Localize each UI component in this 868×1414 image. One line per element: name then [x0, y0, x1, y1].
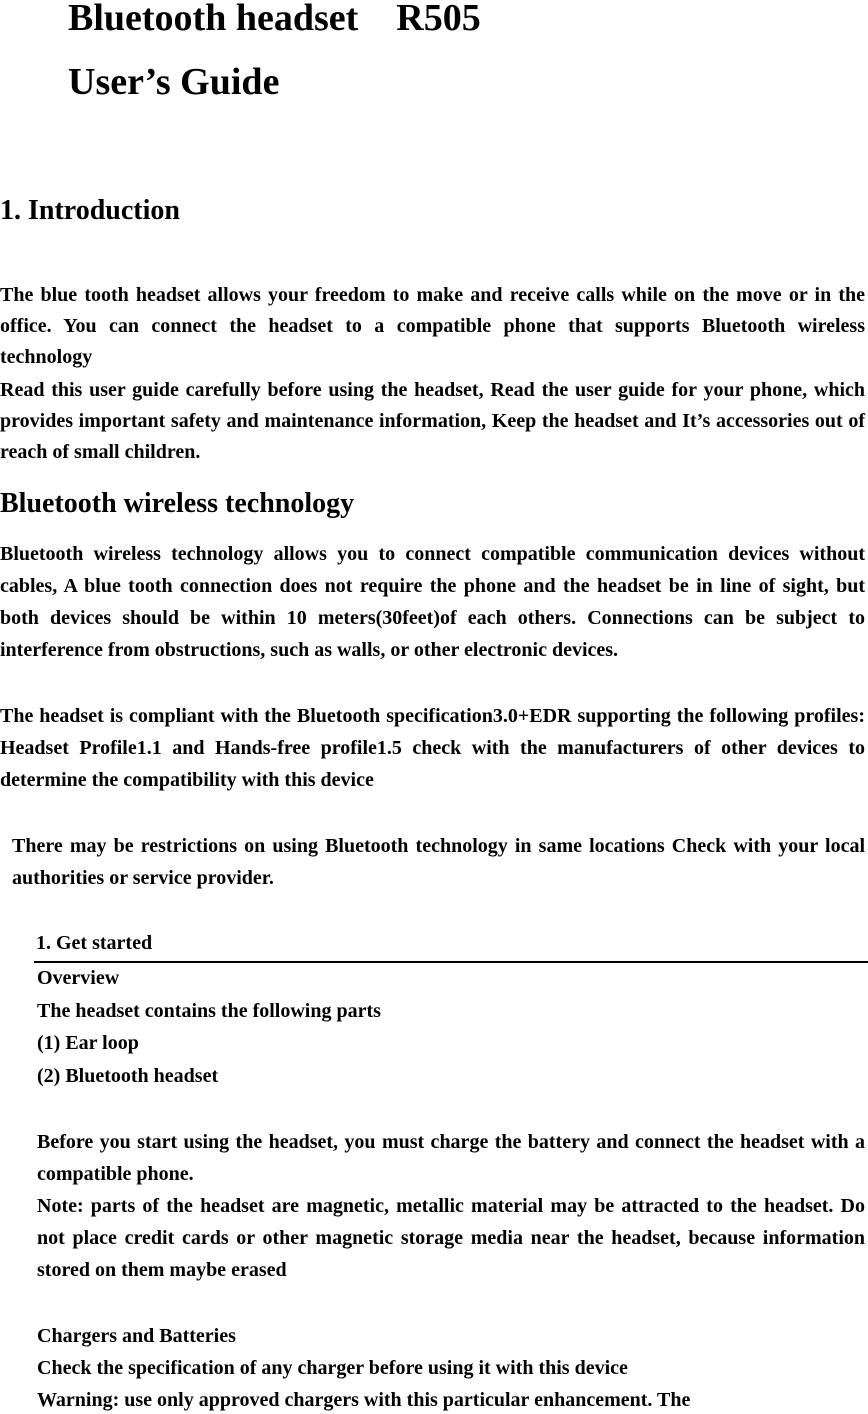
part-bluetooth-headset: (2) Bluetooth headset [37, 1065, 219, 1087]
section-divider [34, 961, 868, 963]
intro-heading: 1. Introduction [0, 195, 180, 226]
bluetooth-heading: Bluetooth wireless technology [0, 488, 355, 519]
bluetooth-paragraph-1: Bluetooth wireless technology allows you to connect compatible communication devices without cables, A blue tooth connection does not require the phone and the headset be in line of sight, but both devices should be within 10 meters(30feet)of each others. Connections can be subject to interference from obstructions, such as walls, or other electronic devices. [0, 543, 865, 661]
part-ear-loop: (1) Ear loop [37, 1032, 139, 1054]
get-started-heading: 1. Get started [36, 932, 153, 954]
overview-heading: Overview [37, 967, 120, 989]
chargers-heading: Chargers and Batteries [37, 1325, 236, 1347]
magnetic-note-paragraph: Note: parts of the headset are magnetic, metallic material may be attracted to the headset. Do not place credit cards or other magnetic storage media near the headset, because information stored on them maybe erased [37, 1195, 865, 1281]
bluetooth-paragraph-3: There may be restrictions on using Bluetooth technology in same locations Check with your local authorities or service provider. [12, 835, 865, 889]
charge-paragraph: Before you start using the headset, you must charge the battery and connect the headset with a compatible phone. [37, 1131, 865, 1185]
parts-intro: The headset contains the following parts [37, 1000, 381, 1022]
document-title: Bluetooth headset R505 [68, 0, 481, 39]
chargers-paragraph-2: Warning: use only approved chargers with this particular enhancement. The [37, 1389, 691, 1411]
intro-paragraph-1: The blue tooth headset allows your freedom to make and receive calls while on the move or in the office. You can connect the headset to a compatible phone that supports Bluetooth wireless technology [0, 284, 865, 368]
chargers-paragraph-1: Check the specification of any charger before using it with this device [37, 1357, 628, 1379]
bluetooth-paragraph-2: The headset is compliant with the Bluetooth specification3.0+EDR supporting the following profiles: Headset Profile1.1 and Hands-free profile1.5 check with the manufacturers of other devices to determine the compatibility with this device [0, 705, 865, 791]
document-subtitle: User’s Guide [68, 61, 280, 103]
intro-paragraph-2: Read this user guide carefully before using the headset, Read the user guide for your phone, which provides important safety and maintenance information, Keep the headset and It’s accessories out of reach of small children. [0, 379, 865, 463]
